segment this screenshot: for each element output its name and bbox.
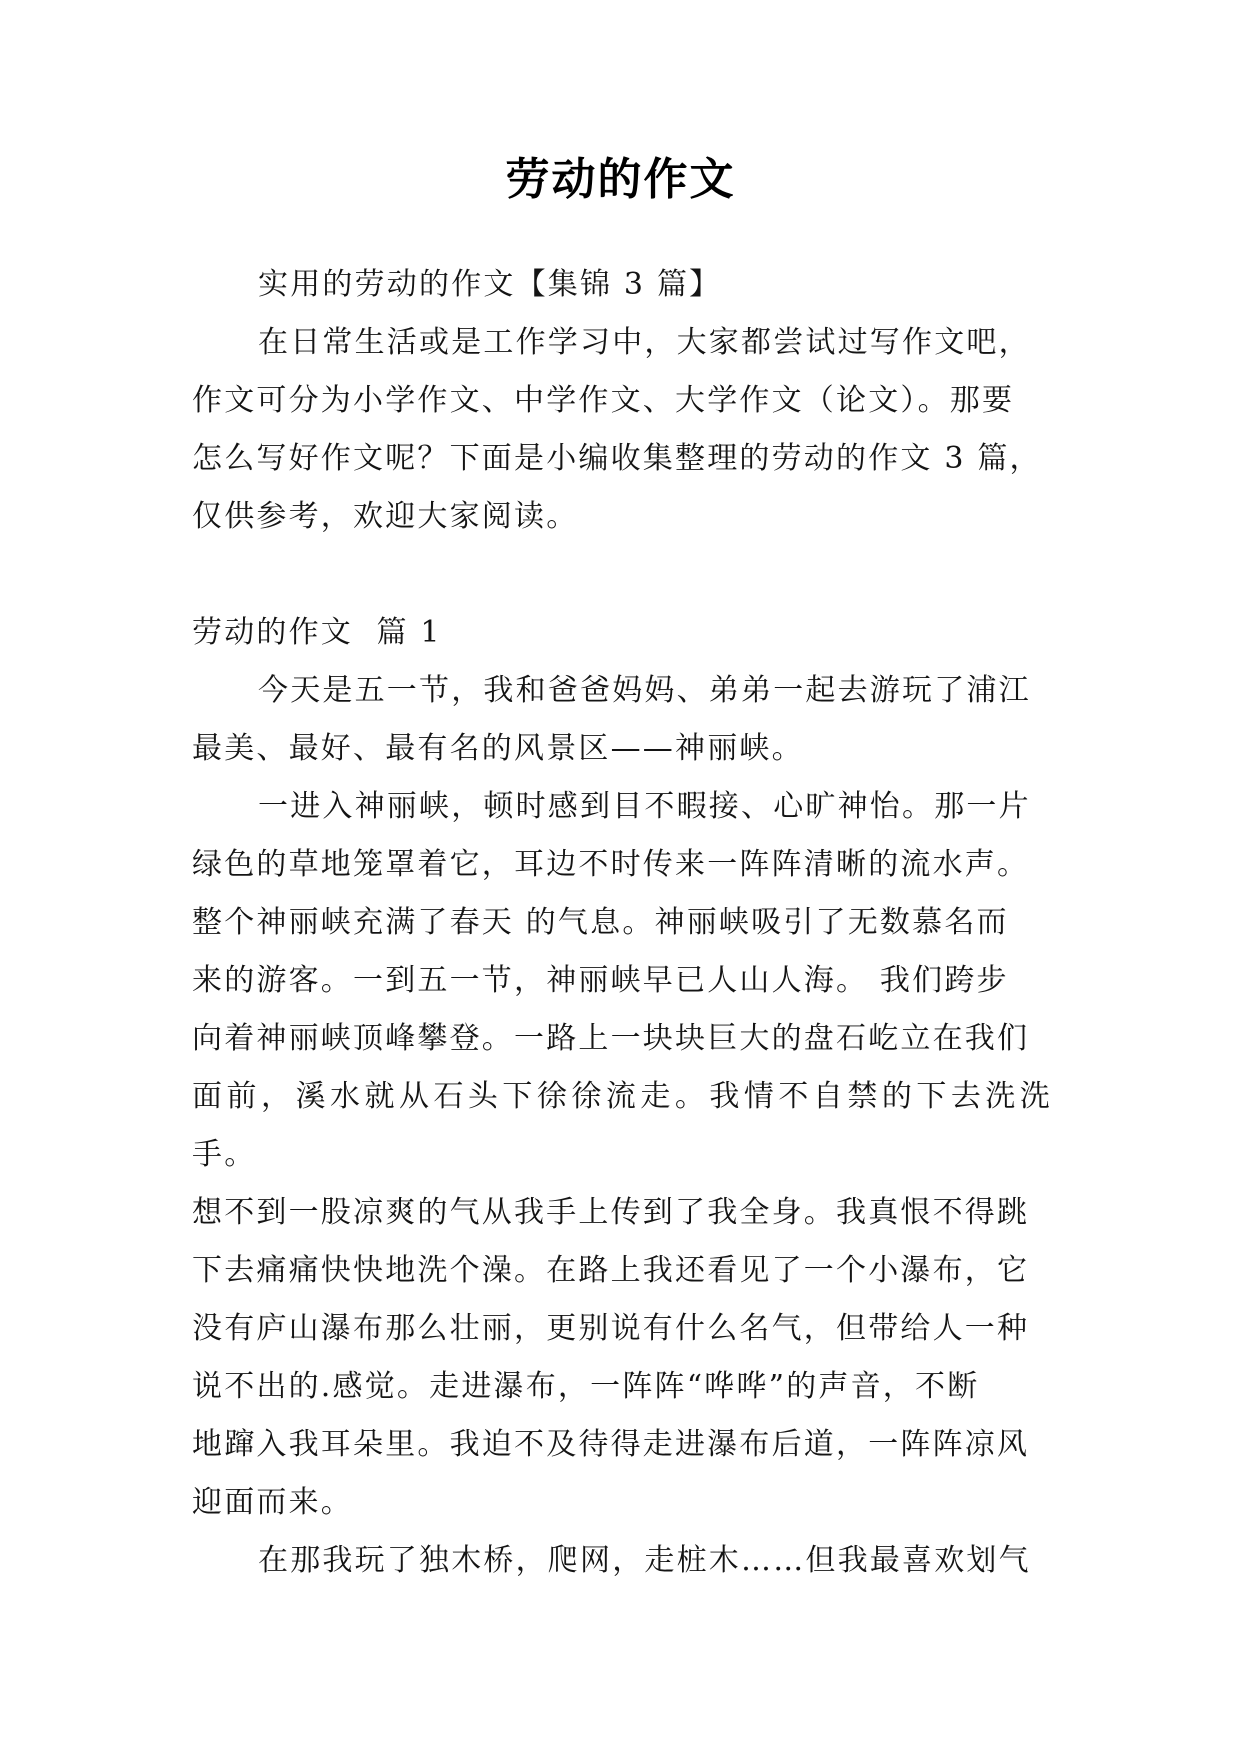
text-line: 说不出的.感觉。走进瀑布，一阵阵“哗哗”的声音，不断 [192, 1369, 980, 1404]
text-line: 在那我玩了独木桥，爬网，走桩木……但我最喜欢划气 [258, 1543, 1031, 1578]
subtitle-paragraph [192, 256, 1052, 314]
text-line: 地蹿入我耳朵里。我迫不及待得走进瀑布后道，一阵阵凉风 [192, 1427, 1030, 1462]
text-line: 向着神丽峡顶峰攀登。一路上一块块巨大的盘石屹立在我们 [192, 1021, 1030, 1056]
text-line: 来的游客。一到五一节，神丽峡早已人山人海。 我们跨步 [192, 963, 1009, 998]
text-line: 仅供参考，欢迎大家阅读。 [192, 499, 579, 534]
text-line: 绿色的草地笼罩着它，耳边不时传来一阵阵清晰的流水声。 [192, 847, 1030, 882]
text-line: 想不到一股凉爽的气从我手上传到了我全身。我真恨不得跳 [192, 1195, 1030, 1230]
text-line: 面前，溪水就从石头下徐徐流走。我情不自禁的下去洗洗手。 [192, 1079, 1052, 1172]
text-line: 没有庐山瀑布那么壮丽，更别说有什么名气，但带给人一种 [192, 1311, 1030, 1346]
text-line: 整个神丽峡充满了春天 的气息。神丽峡吸引了无数慕名而 [192, 905, 1009, 940]
text-line: 下去痛痛快快地洗个澡。在路上我还看见了一个小瀑布，它 [192, 1253, 1030, 1288]
paragraph-2 [192, 778, 1052, 1532]
paragraph-1 [192, 662, 1052, 778]
document-body [192, 256, 1052, 1590]
section-heading: 劳动的作文 篇 1 [192, 615, 442, 650]
text-line: 怎么写好作文呢？下面是小编收集整理的劳动的作文 3 篇， [192, 441, 1042, 476]
paragraph-3 [192, 1532, 1052, 1590]
page-title: 劳动的作文 [505, 154, 736, 205]
text-line: 迎面而来。 [192, 1485, 353, 1520]
text-line: 今天是五一节，我和爸爸妈妈、弟弟一起去游玩了浦江 [258, 673, 1031, 708]
text-line: 一进入神丽峡，顿时感到目不暇接、心旷神怡。那一片 [258, 789, 1031, 824]
text-line: 最美、最好、最有名的风景区——神丽峡。 [192, 731, 804, 766]
intro-paragraph [192, 314, 1052, 546]
paragraph-gap [192, 546, 1052, 604]
text-line: 在日常生活或是工作学习中，大家都尝试过写作文吧， [258, 325, 1031, 360]
subtitle-line: 实用的劳动的作文【集锦 3 篇】 [258, 267, 722, 302]
text-line: 作文可分为小学作文、中学作文、大学作文（论文）。那要 [192, 383, 1015, 418]
